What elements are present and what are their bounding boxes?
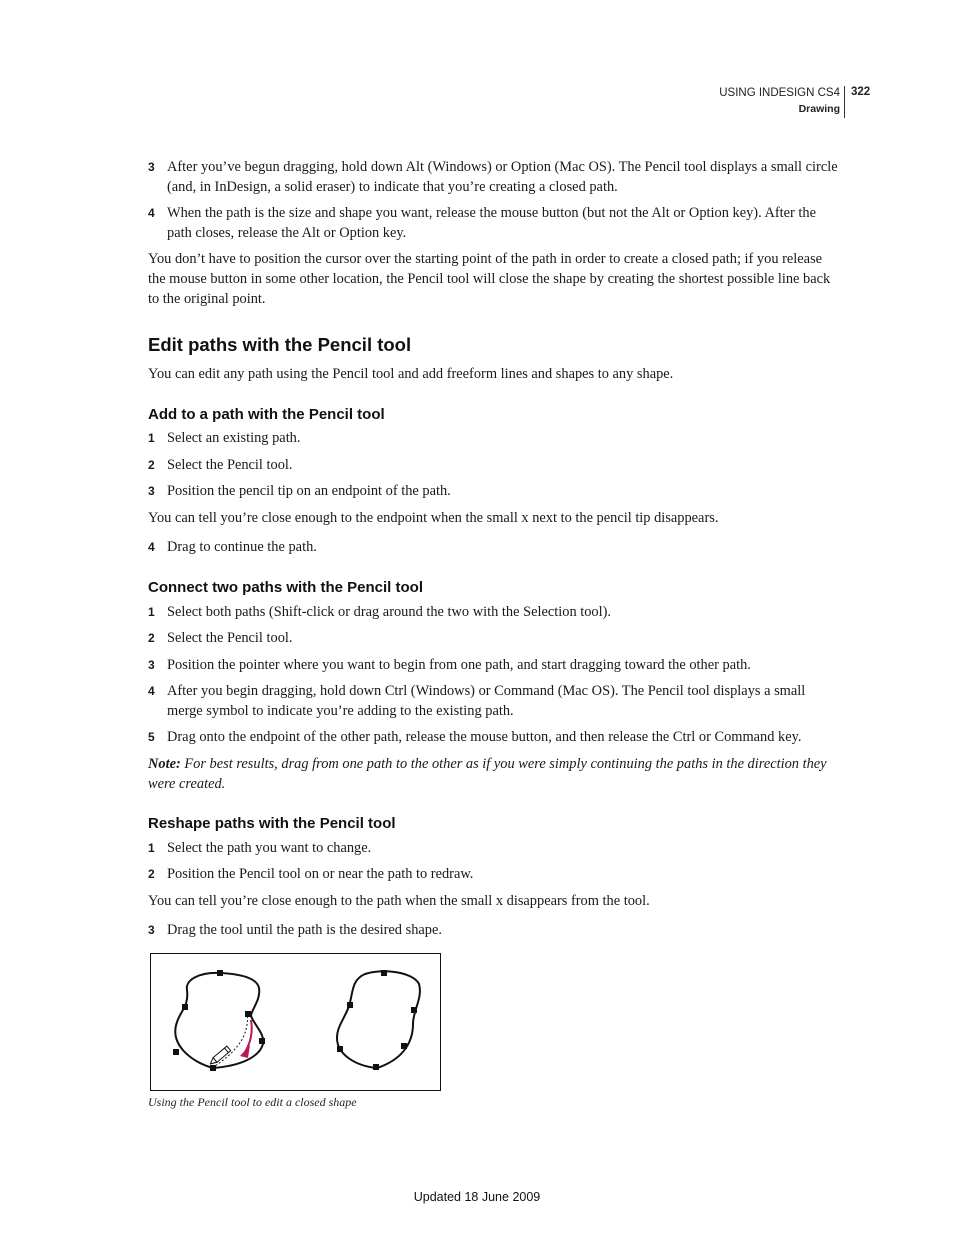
anchor-points-right [337, 970, 417, 1070]
header-divider [844, 86, 845, 118]
closed-path-after [337, 971, 420, 1068]
section-intro: You can edit any path using the Pencil tool and add freeform lines and shapes to any shape. [148, 366, 674, 382]
step-text: Position the pointer where you want to begin from one path, and start dragging toward the other path. [167, 657, 751, 673]
step-text: Position the pencil tip on an endpoint of the path. [167, 483, 451, 499]
step-number: 2 [148, 458, 155, 472]
footer-updated: Updated 18 June 2009 [413, 1190, 541, 1204]
step-number: 3 [148, 658, 155, 672]
step-number: 1 [148, 431, 155, 445]
step-number: 1 [148, 605, 155, 619]
list-item [148, 481, 842, 501]
list-item [148, 537, 842, 557]
step-text: Select both paths (Shift-click or drag around the two with the Selection tool). [167, 604, 612, 620]
figure-caption: Using the Pencil tool to edit a closed shape [148, 1095, 357, 1109]
list-item [148, 727, 842, 747]
step-number: 3 [148, 160, 155, 174]
step-number: 2 [148, 631, 155, 645]
running-header-title: USING INDESIGN CS4 [719, 87, 840, 99]
step-number: 3 [148, 923, 155, 937]
step-text: Select an existing path. [167, 430, 301, 446]
step-text: Drag onto the endpoint of the other path, release the mouse button, and then release the Ctrl or Command key. [167, 729, 802, 745]
list-item [148, 203, 842, 243]
subsection-heading-reshape: Reshape paths with the Pencil tool [148, 815, 396, 832]
step-text: After you begin dragging, hold down Ctrl (Windows) or Command (Mac OS). The Pencil tool displays a small merge symbol to indicate you’re adding to the existing path. [167, 683, 806, 719]
step-text: Drag the tool until the path is the desired shape. [167, 922, 442, 938]
step-text: Select the Pencil tool. [167, 457, 293, 473]
step-text: Select the Pencil tool. [167, 630, 293, 646]
figure-illustration [151, 954, 440, 1090]
list-item [148, 864, 842, 884]
body-paragraph: You don’t have to position the cursor over the starting point of the path in order to create a closed path; if you release the mouse button in some other location, the Pencil tool will close the shape by creating the shortest possible line back to the original point. [148, 251, 831, 307]
step-number: 2 [148, 867, 155, 881]
step-text: After you’ve begun dragging, hold down Alt (Windows) or Option (Mac OS). The Pencil tool displays a small circle (and, in InDesign, a solid eraser) to indicate that you’re creating a closed path. [167, 159, 838, 195]
list-item [148, 455, 842, 475]
subsection-heading-add: Add to a path with the Pencil tool [148, 406, 385, 423]
section-heading: Edit paths with the Pencil tool [148, 334, 412, 355]
step-number: 5 [148, 730, 155, 744]
list-item [148, 602, 842, 622]
step-number: 3 [148, 484, 155, 498]
running-header-section: Drawing [798, 103, 840, 115]
note [148, 754, 842, 794]
page-number: 322 [851, 86, 871, 98]
list-item [148, 157, 842, 197]
step-number: 4 [148, 684, 155, 698]
step-text: Drag to continue the path. [167, 539, 317, 555]
step-number: 4 [148, 540, 155, 554]
arrow-head [240, 1045, 250, 1058]
step-number: 4 [148, 206, 155, 220]
list-item [148, 628, 842, 648]
body-paragraph: You can tell you’re close enough to the endpoint when the small x next to the pencil tip disappears. [148, 510, 719, 526]
step-text: Position the Pencil tool on or near the path to redraw. [167, 866, 474, 882]
step-text: When the path is the size and shape you want, release the mouse button (but not the Alt or Option key). After the path closes, release the Alt or Option key. [167, 205, 817, 241]
note-label: Note: [148, 756, 181, 772]
subsection-heading-connect: Connect two paths with the Pencil tool [148, 579, 424, 596]
note-text: For best results, drag from one path to the other as if you were simply continuing the paths in the direction they were created. [148, 756, 827, 792]
step-number: 1 [148, 841, 155, 855]
list-item [148, 428, 842, 448]
step-text: Select the path you want to change. [167, 840, 372, 856]
list-item [148, 655, 842, 675]
figure-pencil-reshape [150, 953, 441, 1091]
body-paragraph: You can tell you’re close enough to the path when the small x disappears from the tool. [148, 893, 650, 909]
list-item [148, 920, 842, 940]
list-item [148, 838, 842, 858]
list-item [148, 681, 842, 721]
